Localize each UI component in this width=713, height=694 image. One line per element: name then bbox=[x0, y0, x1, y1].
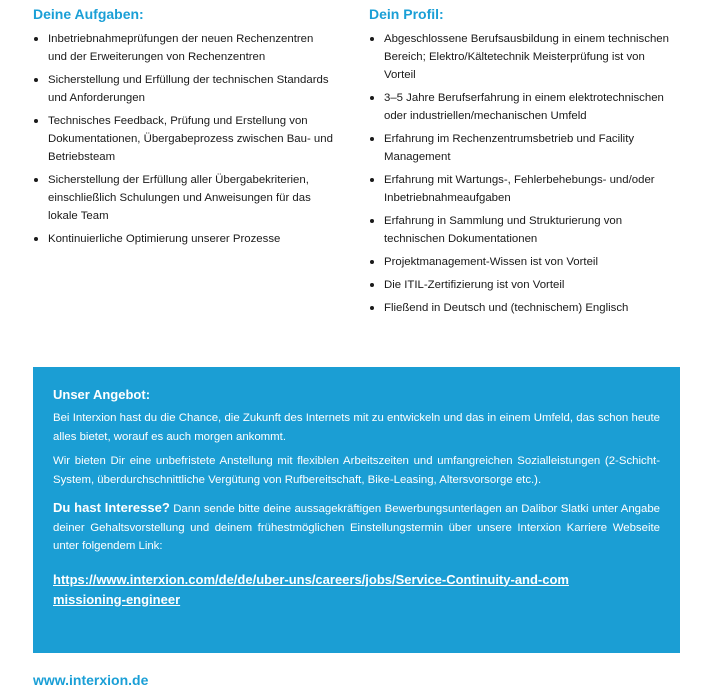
list-item: Abgeschlossene Berufsausbildung in einem technischen Bereich; Elektro/Kältetechnik Meisterprüfung ist von Vorteil bbox=[369, 30, 679, 84]
profile-heading: Dein Profil: bbox=[369, 6, 444, 22]
list-item: Fließend in Deutsch und (technischem) Englisch bbox=[369, 299, 679, 317]
careers-link[interactable]: https://www.interxion.com/de/de/uber-uns/careers/jobs/Service-Continuity-and-commissioning-engineer bbox=[53, 571, 569, 607]
profile-list bbox=[369, 30, 679, 317]
list-item: Die ITIL-Zertifizierung ist von Vorteil bbox=[369, 276, 679, 294]
interest-paragraph bbox=[53, 499, 660, 556]
tasks-section bbox=[33, 6, 333, 253]
interest-text: Dann sende bitte deine aussagekräftigen Bewerbungsunterlagen an Dalibor Slatki unter Angabe deiner Gehaltsvorstellung und deinem frühestmöglichen Einstellungstermin über unsere Interxion Karriere Webseite unter folgendem Link: bbox=[53, 503, 660, 552]
list-item: Erfahrung in Sammlung und Strukturierung von technischen Dokumentationen bbox=[369, 212, 679, 248]
offer-paragraph-2: Wir bieten Dir eine unbefristete Anstellung mit flexiblen Arbeitszeiten und umfangreichen Sozialleistungen (2-Schicht-System, überdurchschnittliche Vergütung von Rufbereitschaft, Bike-Leasing, Altersvorsorge etc.). bbox=[53, 455, 660, 486]
list-item: Technisches Feedback, Prüfung und Erstellung von Dokumentationen, Übergabeprozess zwischen Bau- und Betriebsteam bbox=[33, 112, 333, 166]
list-item: 3–5 Jahre Berufserfahrung in einem elektrotechnischen oder industriellen/mechanischen Umfeld bbox=[369, 89, 679, 125]
interest-title: Du hast Interesse? bbox=[53, 500, 170, 515]
offer-paragraph-1: Bei Interxion hast du die Chance, die Zukunft des Internets mit zu entwickeln und das in einem Umfeld, das schon heute alles bietet, worauf es auch morgen ankommt. bbox=[53, 412, 660, 443]
offer-title: Unser Angebot: bbox=[53, 387, 151, 402]
list-item: Sicherstellung der Erfüllung aller Übergabekriterien, einschließlich Schulungen und Anweisungen für das lokale Team bbox=[33, 171, 333, 225]
tasks-heading: Deine Aufgaben: bbox=[33, 6, 144, 22]
profile-section bbox=[369, 6, 679, 322]
offer-box bbox=[33, 367, 680, 653]
list-item: Erfahrung im Rechenzentrumsbetrieb und Facility Management bbox=[369, 130, 679, 166]
tasks-list bbox=[33, 30, 333, 248]
list-item: Kontinuierliche Optimierung unserer Prozesse bbox=[33, 230, 333, 248]
list-item: Inbetriebnahmeprüfungen der neuen Rechenzentren und der Erweiterungen von Rechenzentren bbox=[33, 30, 333, 66]
footer-website-link[interactable]: www.interxion.de bbox=[33, 672, 149, 688]
list-item: Sicherstellung und Erfüllung der technischen Standards und Anforderungen bbox=[33, 71, 333, 107]
list-item: Erfahrung mit Wartungs-, Fehlerbehebungs- und/oder Inbetriebnahmeaufgaben bbox=[369, 171, 679, 207]
list-item: Projektmanagement-Wissen ist von Vorteil bbox=[369, 253, 679, 271]
